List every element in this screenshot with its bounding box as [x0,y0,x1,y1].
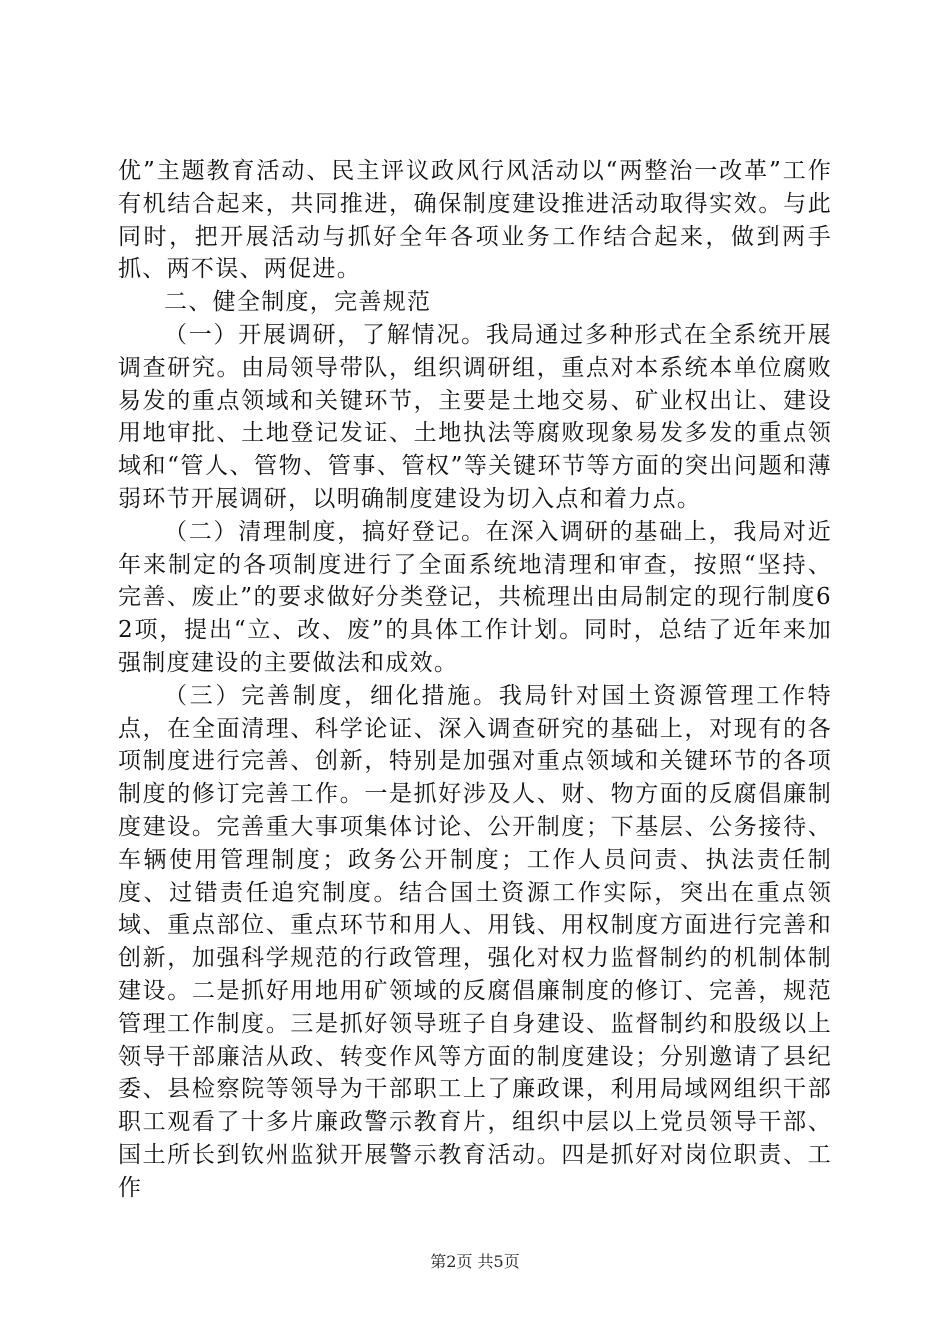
paragraph-cleanup: （二）清理制度，搞好登记。在深入调研的基础上，我局对近年来制定的各项制度进行了全面系统地清理和审查，按照“坚持、完善、废止”的要求做好分类登记，共梳理出由局制定的现行制度62项，提出“立、改、废”的具体工作计划。同时，总结了近年来加强制度建设的主要做法和成效。 [118,518,832,676]
paragraph-research: （一）开展调研，了解情况。我局通过多种形式在全系统开展调查研究。由局领导带队，组织调研组，重点对本系统本单位腐败易发的重点领域和关键环节，主要是土地交易、矿业权出让、建设用地审批、土地登记发证、土地执法等腐败现象易发多发的重点领域和“管人、管物、管事、管权”等关键环节等方面的突出问题和薄弱环节开展调研，以明确制度建设为切入点和着力点。 [118,321,832,512]
page-number-footer: 第2页 共5页 [430,1252,520,1271]
paragraph-improve: （三）完善制度，细化措施。我局针对国土资源管理工作特点，在全面清理、科学论证、深入调查研究的基础上，对现有的各项制度进行完善、创新，特别是加强对重点领域和关键环节的各项制度的修订完善工作。一是抓好涉及人、财、物方面的反腐倡廉制度建设。完善重大事项集体讨论、公开制度；下基层、公务接待、车辆使用管理制度；政务公开制度；工作人员问责、执法责任制度、过错责任追究制度。结合国土资源工作实际，突出在重点领域、重点部位、重点环节和用人、用钱、用权制度方面进行完善和创新，加强科学规范的行政管理，强化对权力监督制约的机制体制建设。二是抓好用地用矿领域的反腐倡廉制度的修订、完善，规范管理工作制度。三是抓好领导班子自身建设、监督制约和股级以上领导干部廉洁从政、转变作风等方面的制度建设；分别邀请了县纪委、县检察院等领导为干部职工上了廉政课，利用局域网组织干部职工观看了十多片廉政警示教育片，组织中层以上党员领导干部、国土所长到钦州监狱开展警示教育活动。四是抓好对岗位职责、工作 [118,682,832,1201]
document-body [118,155,832,1205]
paragraph-continued: 优”主题教育活动、民主评议政风行风活动以“两整治一改革”工作有机结合起来，共同推进，确保制度建设推进活动取得实效。与此同时，把开展活动与抓好全年各项业务工作结合起来，做到两手抓、两不误、两促进。 [118,158,832,283]
section-heading: 二、健全制度，完善规范 [164,289,432,316]
